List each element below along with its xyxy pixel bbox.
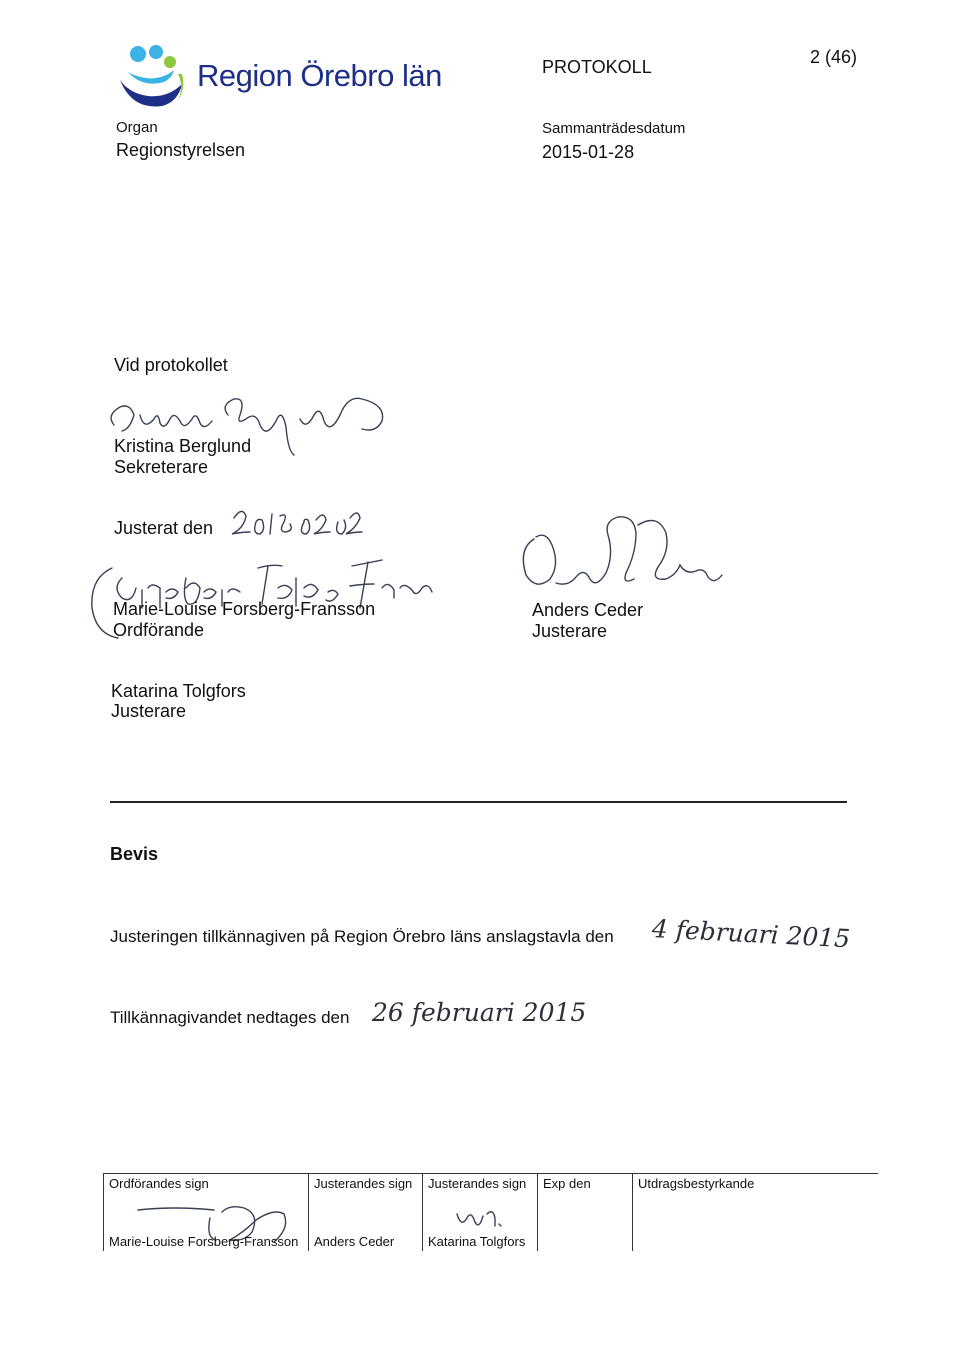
secretary-role: Sekreterare bbox=[114, 457, 209, 477]
table-header: Exp den bbox=[543, 1176, 591, 1191]
signature-table bbox=[103, 1173, 878, 1252]
table-cell-exp-den bbox=[537, 1174, 632, 1251]
adjuster2-name: Katarina Tolgfors bbox=[111, 681, 246, 701]
document-type: PROTOKOLL bbox=[542, 57, 652, 77]
table-header: Justerandes sign bbox=[428, 1176, 527, 1191]
bevis-heading: Bevis bbox=[110, 844, 159, 864]
table-header: Justerandes sign bbox=[314, 1176, 413, 1191]
justerat-date-handwritten bbox=[226, 500, 366, 542]
adjuster2-role: Justerare bbox=[111, 701, 187, 721]
justerat-den-label: Justerat den bbox=[114, 518, 214, 538]
organ-value: Regionstyrelsen bbox=[116, 140, 246, 160]
adjuster1-role: Justerare bbox=[532, 621, 608, 641]
adjuster1-signature bbox=[510, 505, 730, 600]
table-name: Katarina Tolgfors bbox=[428, 1234, 526, 1249]
vid-protokollet-label: Vid protokollet bbox=[114, 355, 228, 375]
table-name: Marie-Louise Forsberg-Fransson bbox=[109, 1234, 299, 1249]
meeting-date-value: 2015-01-28 bbox=[542, 142, 635, 162]
meeting-date-label: Sammanträdesdatum bbox=[542, 120, 686, 137]
table-cell-utdragsbestyrkande bbox=[632, 1174, 878, 1251]
table-cell-adjuster2-sign bbox=[422, 1174, 537, 1251]
posted-text: Justeringen tillkännagiven på Region Örebro läns anslagstavla den bbox=[110, 927, 614, 946]
table-header: Ordförandes sign bbox=[109, 1176, 209, 1191]
page-number: 2 (46) bbox=[810, 47, 858, 67]
chair-name: Marie-Louise Forsberg-Fransson bbox=[113, 599, 376, 619]
organ-label: Organ bbox=[116, 119, 158, 136]
table-cell-chair-sign bbox=[103, 1174, 308, 1251]
adjuster2-initials-signature bbox=[453, 1204, 513, 1234]
region-orebro-logo-icon bbox=[112, 40, 192, 120]
chair-role: Ordförande bbox=[113, 620, 205, 640]
adjuster1-name: Anders Ceder bbox=[532, 600, 644, 620]
removed-date-handwritten: 26 februari 2015 bbox=[372, 998, 587, 1027]
logo-text: Region Örebro län bbox=[197, 58, 442, 93]
table-cell-adjuster1-sign bbox=[308, 1174, 422, 1251]
table-name: Anders Ceder bbox=[314, 1234, 395, 1249]
posted-date-handwritten: 4 februari 2015 bbox=[651, 914, 851, 954]
table-header: Utdragsbestyrkande bbox=[638, 1176, 755, 1191]
removed-text: Tillkännagivandet nedtages den bbox=[110, 1008, 350, 1027]
secretary-name: Kristina Berglund bbox=[114, 436, 252, 456]
section-divider bbox=[110, 801, 847, 803]
